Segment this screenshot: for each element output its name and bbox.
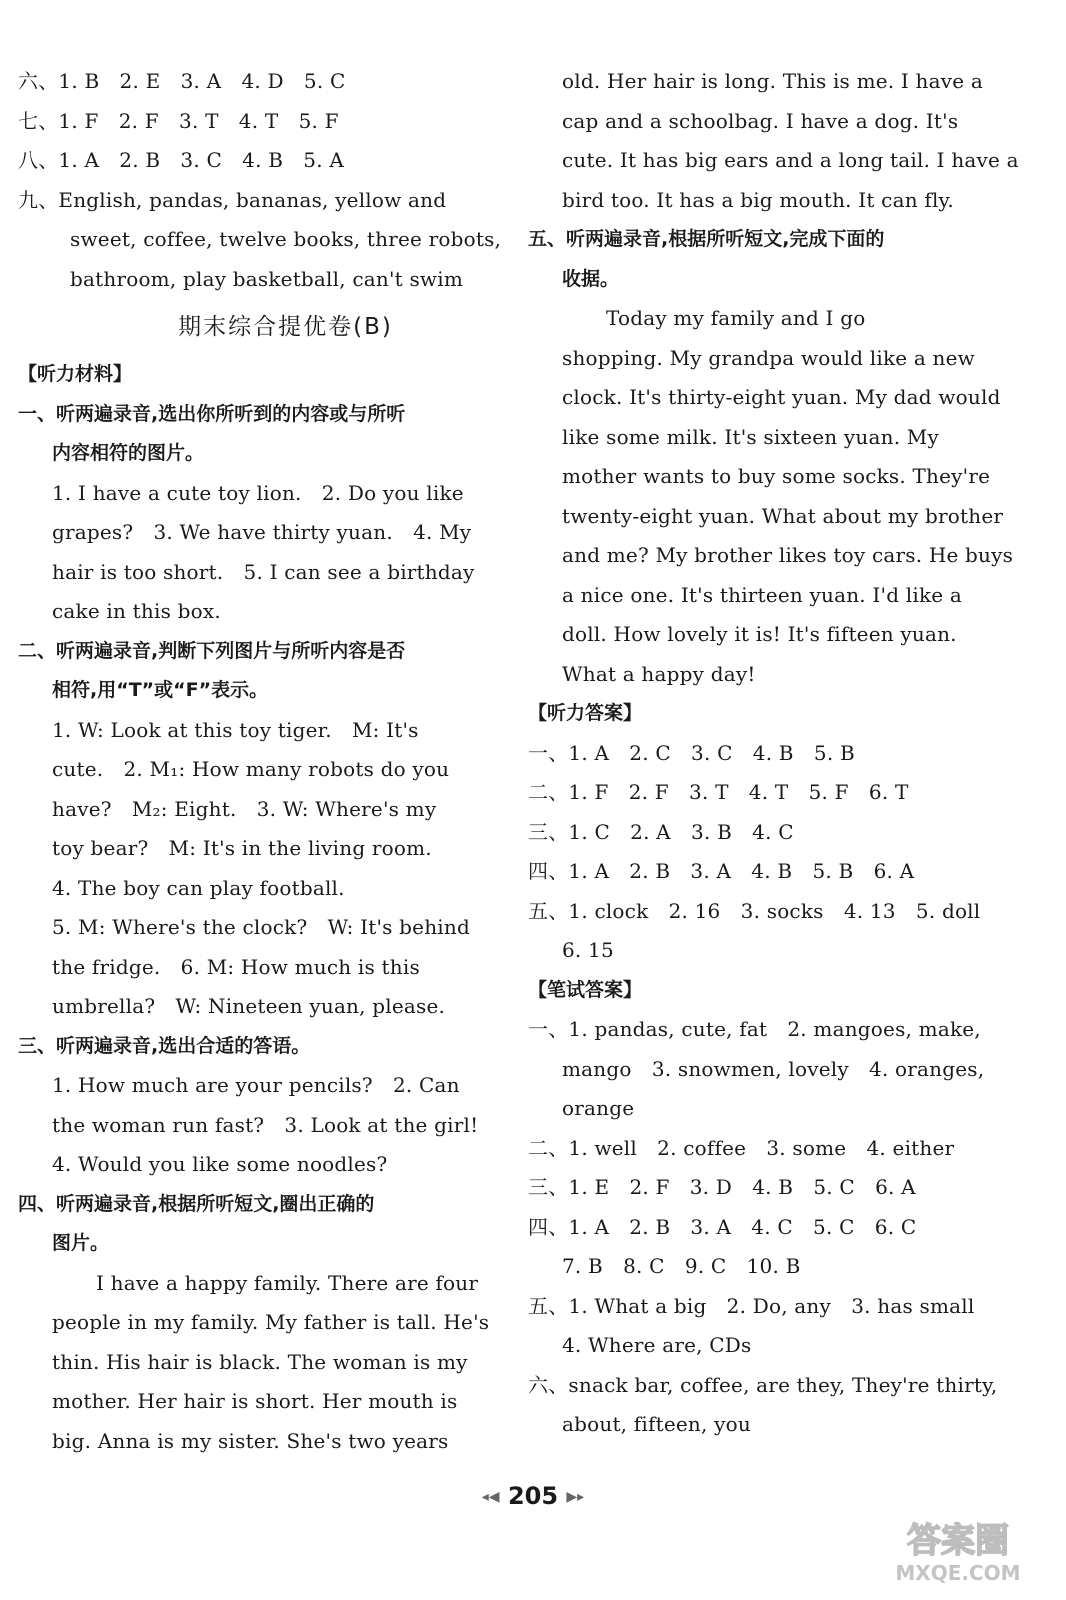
page-number: 205 [507, 1482, 559, 1510]
answer-line: sweet, coffee, twelve books, three robots, [70, 227, 502, 251]
section-title: 相符,用“T”或“F”表示。 [52, 679, 269, 701]
text-line: the woman run fast? 3. Look at the girl! [52, 1112, 479, 1137]
answer-line: 八、1. A 2. B 3. C 4. B 5. A [18, 148, 344, 172]
next-page-arrows-icon: ▶▸ [566, 1489, 585, 1505]
test-title: 期末综合提优卷(B) [178, 314, 393, 340]
written-answers-header: 【笔试答案】 [528, 978, 643, 1001]
answer-line: bathroom, play basketball, can't swim [70, 266, 464, 291]
listening-materials-header: 【听力材料】 [18, 363, 133, 385]
section-title: 五、听两遍录音,根据所听短文,完成下面的 [528, 228, 885, 250]
answer-line: 一、1. pandas, cute, fat 2. mangoes, make, [528, 1017, 981, 1041]
text-line: cap and a schoolbag. I have a dog. It's [562, 108, 959, 133]
text-line: What a happy day! [562, 661, 756, 686]
text-line: toy bear? M: It's in the living room. [52, 836, 432, 860]
answer-line: 四、1. A 2. B 3. A 4. B 5. B 6. A [528, 859, 915, 883]
watermark-logo-icon [872, 1510, 1044, 1588]
page-footer [0, 1482, 1066, 1510]
text-line: 4. The boy can play football. [52, 875, 345, 900]
text-line: mother. Her hair is short. Her mouth is [52, 1389, 458, 1413]
text-line: cute. 2. M₁: How many robots do you [52, 757, 450, 781]
answer-line: 7. B 8. C 9. C 10. B [562, 1254, 801, 1278]
answer-line: 一、1. A 2. C 3. C 4. B 5. B [528, 740, 855, 765]
answer-line: about, fifteen, you [562, 1412, 751, 1436]
text-line: cute. It has big ears and a long tail. I have a [562, 148, 1019, 172]
section-title: 三、听两遍录音,选出合适的答语。 [18, 1034, 311, 1057]
answer-line: 六、snack bar, coffee, are they, They're thirty, [528, 1372, 998, 1397]
text-line: the fridge. 6. M: How much is this [52, 954, 420, 979]
text-line: 1. How much are your pencils? 2. Can [52, 1073, 460, 1097]
text-line: mother wants to buy some socks. They're [562, 464, 991, 488]
text-line: people in my family. My father is tall. He's [52, 1310, 490, 1334]
watermark-logo [872, 1510, 1044, 1588]
text-line: hair is too short. 5. I can see a birthday [52, 559, 475, 584]
section-title: 图片。 [52, 1232, 110, 1254]
answer-line: 九、English, pandas, bananas, yellow and [18, 187, 447, 212]
text-line: old. Her hair is long. This is me. I have a [562, 69, 983, 93]
answer-line: 二、1. F 2. F 3. T 4. T 5. F 6. T [528, 780, 909, 804]
text-line: and me? My brother likes toy cars. He buys [562, 543, 1014, 567]
text-line: Today my family and I go [606, 306, 866, 330]
text-line: a nice one. It's thirteen yuan. I'd like a [562, 582, 962, 607]
text-line: like some milk. It's sixteen yuan. My [562, 424, 939, 449]
section-title: 四、听两遍录音,根据所听短文,圈出正确的 [18, 1192, 375, 1215]
watermark-url: MXQE.COM [895, 1561, 1021, 1585]
right-column [528, 62, 1019, 1445]
answer-line: 三、1. E 2. F 3. D 4. B 5. C 6. A [528, 1175, 916, 1199]
left-column [18, 62, 502, 1461]
text-line: doll. How lovely it is! It's fifteen yuan. [562, 622, 957, 646]
answer-line: mango 3. snowmen, lovely 4. oranges, [562, 1056, 985, 1081]
answer-line: 二、1. well 2. coffee 3. some 4. either [528, 1135, 955, 1160]
text-line: I have a happy family. There are four [96, 1270, 479, 1295]
answer-line: 4. Where are, CDs [562, 1333, 752, 1357]
text-line: big. Anna is my sister. She's two years [52, 1428, 449, 1453]
text-line: cake in this box. [52, 599, 221, 623]
text-line: clock. It's thirty-eight yuan. My dad would [562, 385, 1001, 409]
text-line: 5. M: Where's the clock? W: It's behind [52, 915, 470, 939]
text-line: bird too. It has a big mouth. It can fly. [562, 187, 954, 212]
section-title: 二、听两遍录音,判断下列图片与所听内容是否 [18, 639, 406, 662]
section-title: 一、听两遍录音,选出你所听到的内容或与所听 [18, 402, 406, 425]
text-line: grapes? 3. We have thirty yuan. 4. My [52, 520, 472, 544]
section-title: 内容相符的图片。 [52, 442, 205, 464]
text-line: 1. W: Look at this toy tiger. M: It's [52, 717, 419, 742]
text-line: umbrella? W: Nineteen yuan, please. [52, 994, 446, 1018]
text-line: thin. His hair is black. The woman is my [52, 1349, 468, 1374]
answer-line: 七、1. F 2. F 3. T 4. T 5. F [18, 108, 339, 133]
text-line: have? M₂: Eight. 3. W: Where's my [52, 796, 437, 821]
answer-line: 六、1. B 2. E 3. A 4. D 5. C [18, 69, 346, 93]
text-line: 4. Would you like some noodles? [52, 1152, 388, 1176]
listening-answers-header: 【听力答案】 [528, 702, 643, 724]
text-line: 1. I have a cute toy lion. 2. Do you like [52, 480, 464, 505]
answer-line: orange [562, 1096, 635, 1120]
answer-line: 三、1. C 2. A 3. B 4. C [528, 819, 794, 844]
section-title: 收据。 [562, 267, 620, 290]
answer-line: 6. 15 [562, 938, 614, 962]
text-line: twenty-eight yuan. What about my brother [562, 503, 1004, 528]
watermark-text: 答案圈 [907, 1521, 1009, 1561]
answer-line: 四、1. A 2. B 3. A 4. C 5. C 6. C [528, 1214, 917, 1239]
text-line: shopping. My grandpa would like a new [562, 345, 975, 370]
answer-line: 五、1. What a big 2. Do, any 3. has small [528, 1293, 975, 1318]
prev-page-arrows-icon: ◂◀ [481, 1489, 500, 1505]
answer-line: 五、1. clock 2. 16 3. socks 4. 13 5. doll [528, 898, 981, 923]
